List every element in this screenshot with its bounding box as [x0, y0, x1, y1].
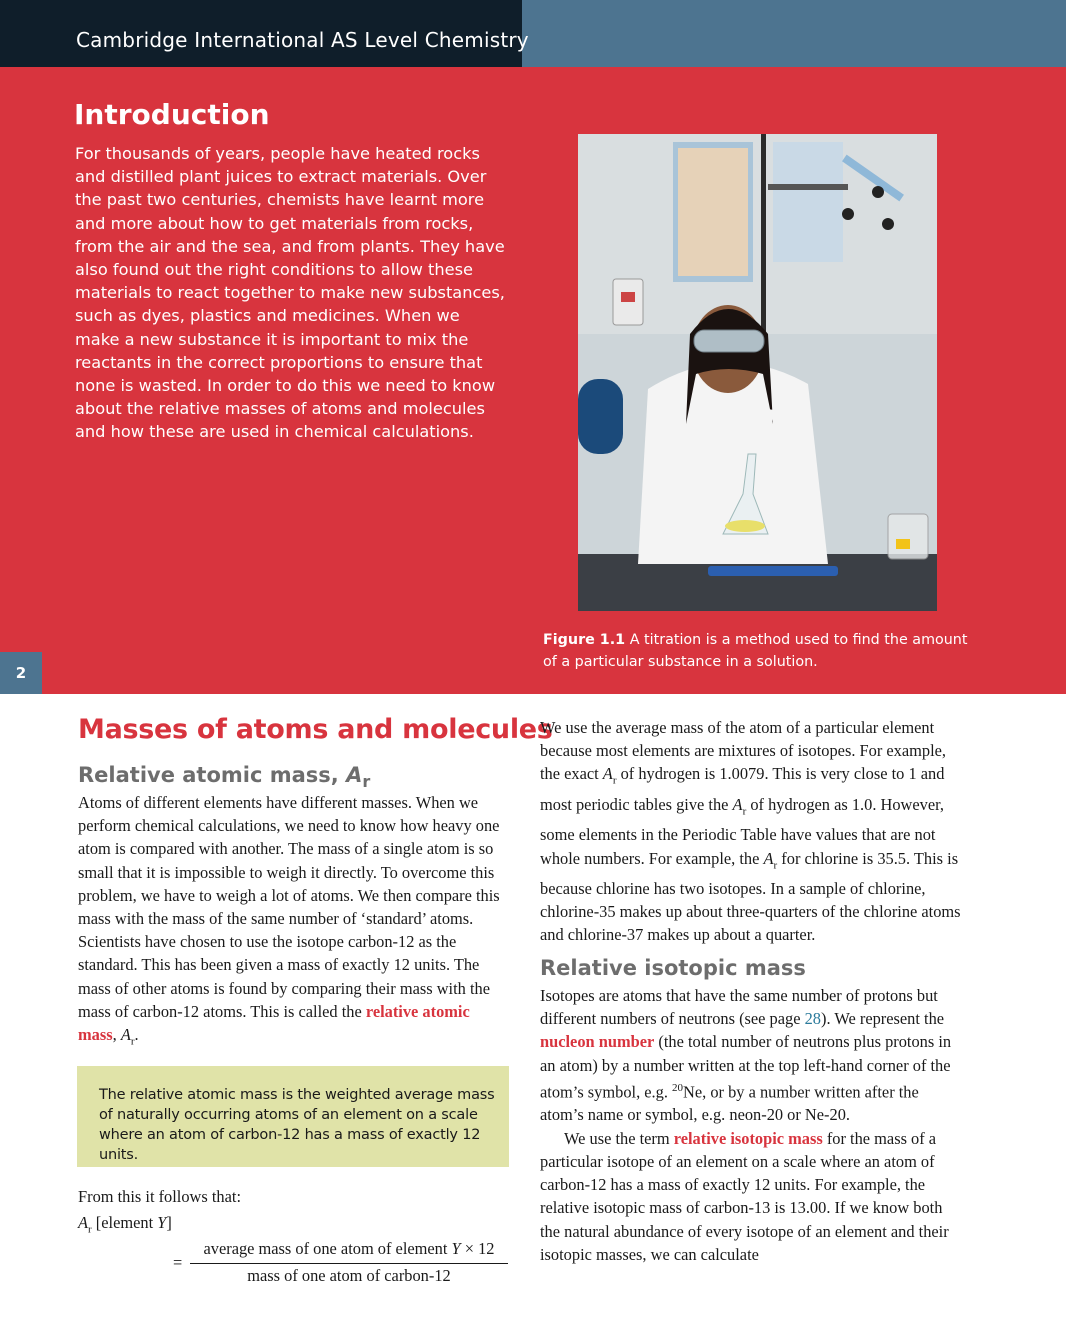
header-accent-bar [522, 0, 1066, 67]
page-28-link[interactable]: 28 [804, 1009, 821, 1029]
keyword-nucleon-number: nucleon number [540, 1032, 655, 1052]
equals-sign: = [173, 1253, 183, 1272]
titration-photo-illustration [578, 134, 937, 611]
from-this-text: From this it follows that: [78, 1187, 242, 1206]
intro-body: For thousands of years, people have heated rocks and distilled plant juices to extract materials. Over the past two centuries, chemists have learnt more and more about how to get materials from rocks, from the air and the sea, and from plants. They have also found out the right conditions to allow these materials to react together to make new substances, such as dyes, plastics and medicines. When we make a new substance it is important to mix the reactants in the correct proportions to ensure that none is wasted. In order to do this we need to know about the relative masses of atoms and molecules and how these are used in chemical calculations. [75, 144, 505, 442]
subsection-title-relative-isotopic-mass: Relative isotopic mass [540, 956, 806, 980]
equation-label: $A_r$ [element Y] [78, 1213, 172, 1236]
paragraph-relative-atomic-mass: Atoms of different elements have different masses. When we perform chemical calculations, we need to know how heavy one atom is compared with another. The mass of a single atom is so small that it is impossible to weigh it directly. To overcome this problem, we have to weigh a lot of atoms. We then compare this mass with the mass of the same number of ‘standard’ atoms. Scientists have chosen to use the isotope carbon-12 as the standard. This has been given a mass of exactly 12 units. The mass of other atoms is found by comparing their mass with the mass of carbon-12 atoms. This is called the relative atomic mass, $A_r$. [78, 793, 500, 1048]
subsection-title-relative-atomic-mass: Relative atomic mass, $A_r$ [78, 763, 371, 792]
paragraph-relative-isotopic-mass: Isotopes are atoms that have the same number of protons but different numbers of neutrons (see page 28). We represent the nucleon number (the total number of neutrons plus protons in an atom) by a number written at the top left-hand corner of the atom’s symbol, e.g. $^{20}$Ne, or by a number written after the atom’s name or symbol, e.g. neon-20 or Ne-20. We use the term relative isotopic mass for the mass of a particular isotope of an element on a scale where an atom of carbon-12 has a mass of exactly 12 units. For example, the relative isotopic mass of carbon-13 is 13.00. If we know both the natural abundance of every isotope of an element and their isotopic masses, we can calculate [540, 986, 952, 1264]
intro-heading: Introduction [74, 98, 270, 131]
figure-label: Figure 1.1 [543, 632, 626, 648]
titration-photo [578, 134, 937, 611]
book-title: Cambridge International AS Level Chemistry [76, 28, 529, 52]
keyword-relative-isotopic-mass: relative isotopic mass [673, 1128, 823, 1148]
page-number: 2 [15, 664, 27, 682]
section-title: Masses of atoms and molecules [78, 714, 553, 745]
definition-text: The relative atomic mass is the weighted average mass of naturally occurring atoms of an element on a scale where an atom of carbon-12 has a mass of exactly 12 units. [99, 1087, 495, 1163]
equation-numerator: average mass of one atom of element Y × 12 [203, 1239, 495, 1258]
keyword-relative-atomic-mass: relative atomic mass [78, 1001, 470, 1045]
figure-caption [543, 629, 983, 673]
paragraph-average-mass: We use the average mass of the atom of a particular element because most elements are mixtures of isotopes. For example, the exact $A_r$ of hydrogen is 1.0079. This is very close to 1 and most periodic tables give the $A_r$ of hydrogen as 1.0. However, some elements in the Periodic Table have values that are not whole numbers. For example, the $A_r$ for chlorine is 35.5. This is because chlorine has two isotopes. In a sample of chlorine, chlorine-35 makes up about three-quarters of the chlorine atoms and chlorine-37 makes up about a quarter. [540, 718, 961, 945]
equation-denominator: mass of one atom of carbon-12 [247, 1266, 451, 1285]
figure-caption-text: A titration is a method used to find the amount of a particular substance in a solution. [543, 632, 968, 670]
